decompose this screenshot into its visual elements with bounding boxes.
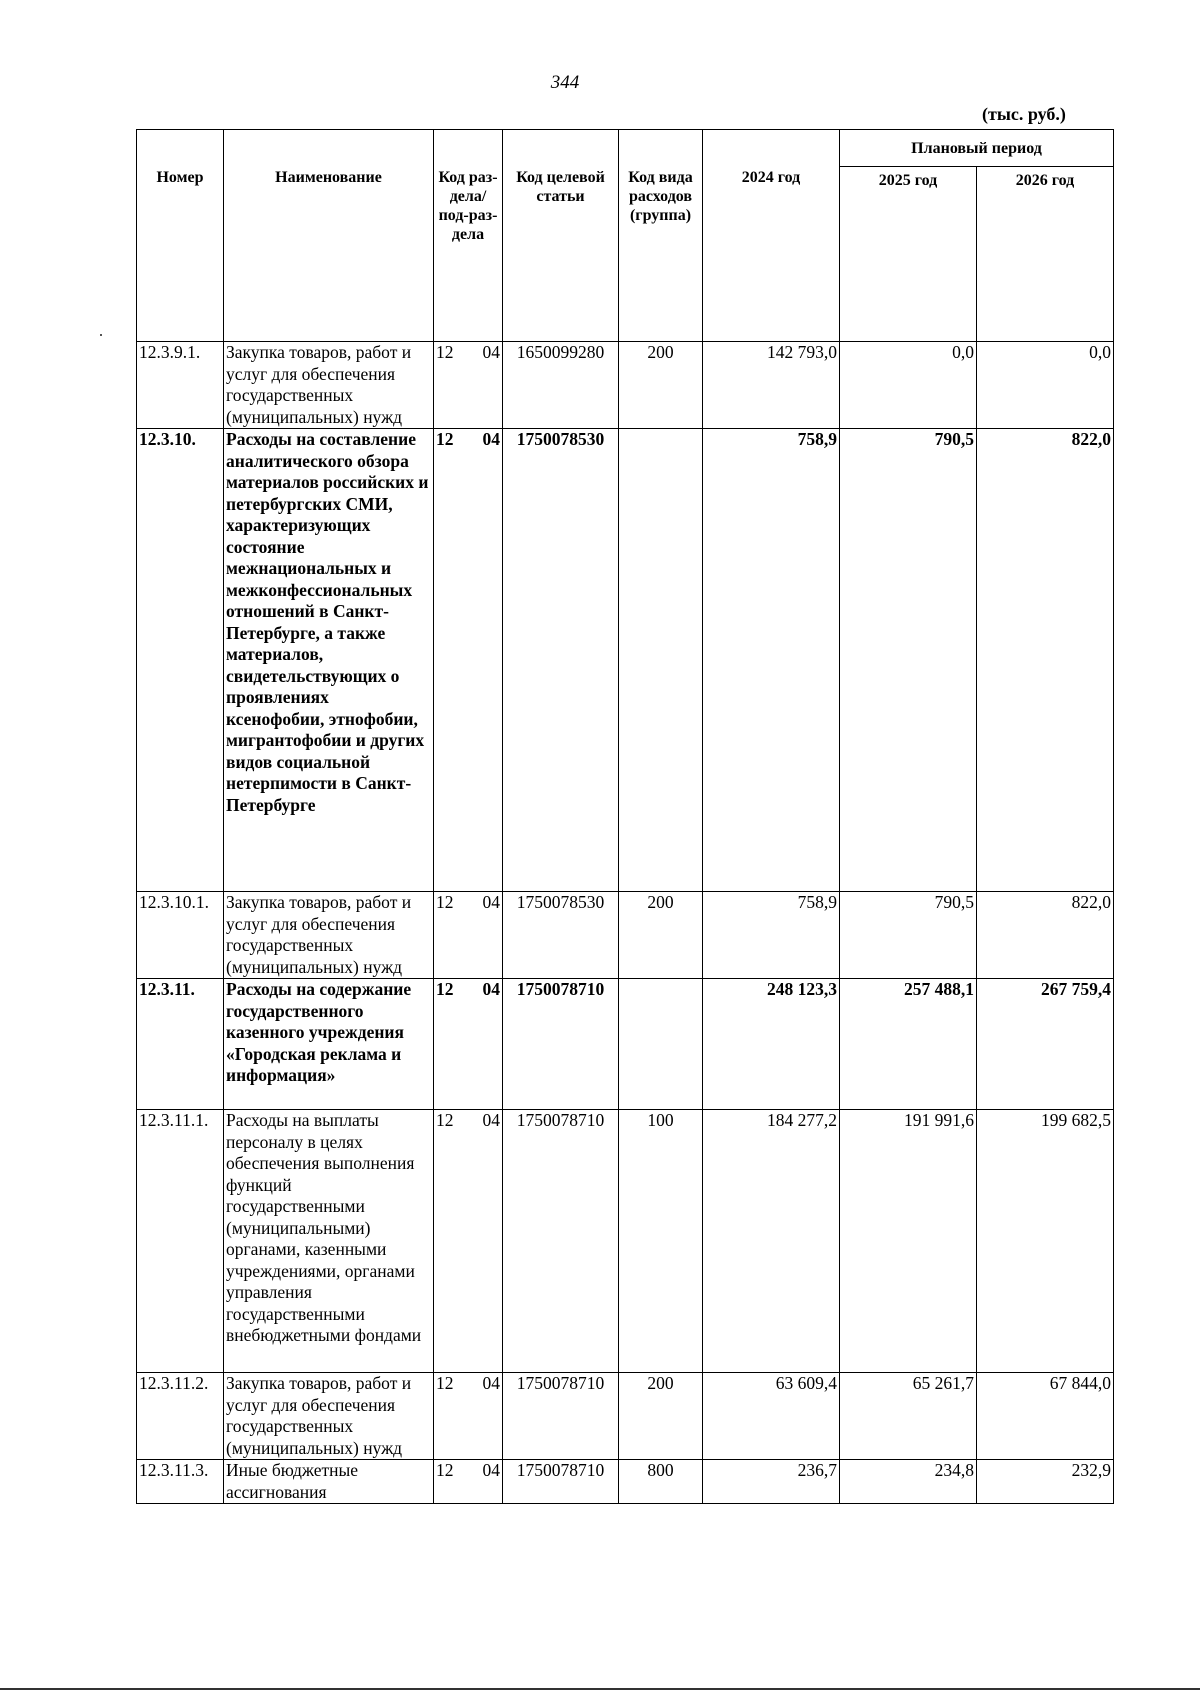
row-podrazdel: 04 [482, 429, 500, 449]
row-amount-2025: 65 261,7 [840, 1373, 977, 1460]
table-row [137, 1373, 1114, 1460]
scan-margin-dot [100, 334, 102, 336]
row-amount-2026: 232,9 [977, 1460, 1114, 1504]
row-podrazdel: 04 [482, 1110, 500, 1130]
row-razdel: 12 [436, 1110, 454, 1130]
row-amount-2024: 236,7 [703, 1460, 840, 1504]
row-amount-2026: 267 759,4 [977, 979, 1114, 1110]
row-amount-2024: 758,9 [703, 429, 840, 892]
table-row [137, 1460, 1114, 1504]
row-amount-2026: 822,0 [977, 429, 1114, 892]
row-section-code [434, 892, 503, 979]
header-planned-period: Плановый период [840, 130, 1114, 167]
row-amount-2024: 63 609,4 [703, 1373, 840, 1460]
header-number: Номер [137, 130, 224, 342]
header-year-2026: 2026 год [977, 167, 1114, 342]
table-row [137, 429, 1114, 892]
row-number: 12.3.11.1. [137, 1110, 224, 1373]
row-amount-2024: 758,9 [703, 892, 840, 979]
row-razdel: 12 [436, 1460, 454, 1480]
row-number: 12.3.9.1. [137, 342, 224, 429]
row-podrazdel: 04 [482, 892, 500, 912]
row-amount-2024: 248 123,3 [703, 979, 840, 1110]
row-amount-2024: 184 277,2 [703, 1110, 840, 1373]
row-amount-2026: 822,0 [977, 892, 1114, 979]
scan-bottom-edge [0, 1688, 1200, 1690]
row-target-code: 1750078530 [503, 892, 619, 979]
row-amount-2026: 67 844,0 [977, 1373, 1114, 1460]
row-podrazdel: 04 [482, 979, 500, 999]
row-razdel: 12 [436, 1373, 454, 1393]
row-podrazdel: 04 [482, 1460, 500, 1480]
header-year-2025: 2025 год [840, 167, 977, 342]
row-expense-kind [619, 429, 703, 892]
header-name: Наименование [224, 130, 434, 342]
row-amount-2025: 257 488,1 [840, 979, 977, 1110]
row-number: 12.3.10. [137, 429, 224, 892]
header-section-code: Код раз-дела/ под-раз-дела [434, 130, 503, 342]
row-name: Закупка товаров, работ и услуг для обеспечения государственных (муниципальных) нужд [224, 342, 434, 429]
row-amount-2025: 234,8 [840, 1460, 977, 1504]
row-number: 12.3.11.2. [137, 1373, 224, 1460]
header-year-2024: 2024 год [703, 130, 840, 342]
table-row [137, 342, 1114, 429]
row-expense-kind: 200 [619, 1373, 703, 1460]
row-section-code [434, 429, 503, 892]
units-label: (тыс. руб.) [982, 104, 1066, 124]
row-section-code [434, 342, 503, 429]
row-target-code: 1750078710 [503, 979, 619, 1110]
row-expense-kind: 800 [619, 1460, 703, 1504]
row-name: Закупка товаров, работ и услуг для обеспечения государственных (муниципальных) нужд [224, 1373, 434, 1460]
row-expense-kind: 200 [619, 342, 703, 429]
row-section-code [434, 979, 503, 1110]
row-target-code: 1750078710 [503, 1110, 619, 1373]
row-razdel: 12 [436, 429, 454, 449]
row-amount-2026: 0,0 [977, 342, 1114, 429]
row-razdel: 12 [436, 342, 454, 362]
table-row [137, 979, 1114, 1110]
row-target-code: 1750078710 [503, 1373, 619, 1460]
row-expense-kind: 100 [619, 1110, 703, 1373]
row-expense-kind: 200 [619, 892, 703, 979]
row-name: Расходы на выплаты персоналу в целях обеспечения выполнения функций государственными (муниципальными) органами, казенными учреждениями, органами управления государственными внебюджетными фондами [224, 1110, 434, 1373]
row-section-code [434, 1373, 503, 1460]
header-expense-kind: Код вида расходов (группа) [619, 130, 703, 342]
row-podrazdel: 04 [482, 342, 500, 362]
row-number: 12.3.10.1. [137, 892, 224, 979]
row-name: Закупка товаров, работ и услуг для обеспечения государственных (муниципальных) нужд [224, 892, 434, 979]
row-name: Расходы на составление аналитического обзора материалов российских и петербургских СМИ, характеризующих состояние межнациональных и межконфессиональных отношений в Санкт-Петербурге, а также материалов, свидетельствующих о проявлениях ксенофобии, этнофобии, мигрантофобии и других видов социальной нетерпимости в Санкт-Петербурге [224, 429, 434, 892]
row-razdel: 12 [436, 892, 454, 912]
row-section-code [434, 1110, 503, 1373]
row-number: 12.3.11.3. [137, 1460, 224, 1504]
table-header [137, 130, 1114, 342]
row-amount-2025: 0,0 [840, 342, 977, 429]
row-target-code: 1650099280 [503, 342, 619, 429]
row-podrazdel: 04 [482, 1373, 500, 1393]
row-number: 12.3.11. [137, 979, 224, 1110]
row-amount-2025: 790,5 [840, 892, 977, 979]
row-expense-kind [619, 979, 703, 1110]
table-row [137, 892, 1114, 979]
table-row [137, 1110, 1114, 1373]
row-section-code [434, 1460, 503, 1504]
row-name: Иные бюджетные ассигнования [224, 1460, 434, 1504]
row-razdel: 12 [436, 979, 454, 999]
header-target-code: Код целевой статьи [503, 130, 619, 342]
row-amount-2025: 191 991,6 [840, 1110, 977, 1373]
row-name: Расходы на содержание государственного казенного учреждения «Городская реклама и информация» [224, 979, 434, 1110]
budget-table [136, 129, 1114, 1504]
row-target-code: 1750078710 [503, 1460, 619, 1504]
row-amount-2026: 199 682,5 [977, 1110, 1114, 1373]
row-amount-2024: 142 793,0 [703, 342, 840, 429]
page-number: 344 [550, 72, 580, 93]
row-target-code: 1750078530 [503, 429, 619, 892]
row-amount-2025: 790,5 [840, 429, 977, 892]
